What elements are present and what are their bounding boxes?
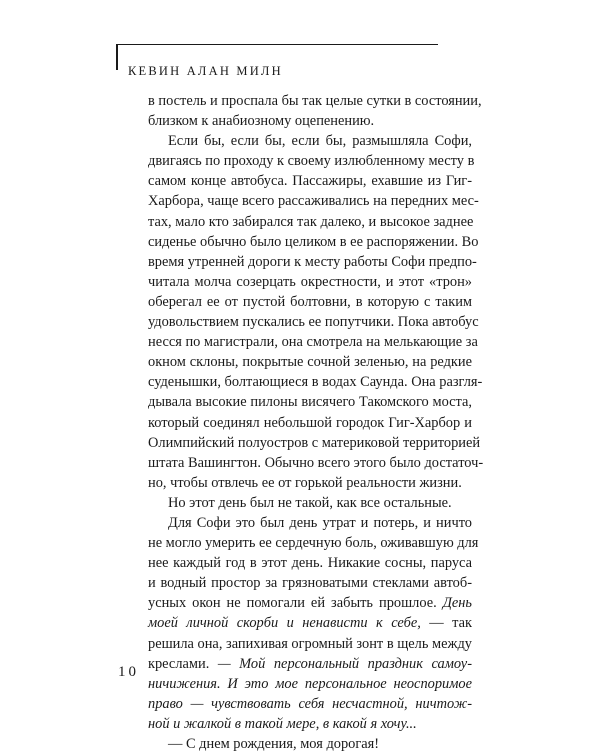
italic-run: моей личной скорби и ненависти к себе, (148, 615, 421, 632)
text-line: самом конце автобуса. Пассажиры, ехавшие из Гиг- (148, 173, 472, 190)
text-line: Но этот день был не такой, как все остальные. (168, 494, 452, 511)
text-line: нее каждый год в этот день. Никакие сосны, паруса (148, 555, 472, 572)
italic-run: День (442, 595, 472, 612)
text-run: усных окон не помогали ей забыть прошлое. (148, 595, 437, 612)
text-line: решила она, запихивая огромный зонт в щель между (148, 635, 472, 652)
text-line: время утренней дороги к месту работы Софи предпо- (148, 253, 477, 270)
text-line: право — чувствовать себя несчастной, ничтож- (148, 695, 472, 712)
running-head: КЕВИН АЛАН МИЛН (128, 64, 283, 78)
text-line: удовольствием пускались ее попутчики. Пока автобус (148, 314, 479, 331)
text-line: который соединял небольшой городок Гиг-Харбор и (148, 414, 472, 431)
text-line (148, 654, 472, 674)
text-line: и водный простор за грязноватыми стеклами автоб- (148, 575, 472, 592)
text-line: суденышки, болтающиеся в водах Саунда. Она разгля- (148, 374, 483, 391)
text-line: двигаясь по проходу к своему излюбленному месту в (148, 153, 475, 170)
body-text (148, 91, 484, 754)
text-line: ной и жалкой в такой мере, в какой я хочу... (148, 715, 417, 732)
text-line: дывала высокие пилоны висячего Такомского моста, (148, 394, 472, 411)
text-line: штата Вашингтон. Обычно всего этого было достаточ- (148, 454, 484, 471)
text-line: окном склоны, покрытые сочной зеленью, на редкие (148, 354, 472, 371)
text-line: Если бы, если бы, если бы, размышляла Софи, (168, 133, 472, 150)
text-line (148, 593, 472, 613)
text-line: но, чтобы отвлечь ее от горькой реальности жизни. (148, 474, 462, 491)
text-line: не могло умерить ее сердечную боль, оживавшую для (148, 535, 479, 552)
text-line: Олимпийский полуостров с материковой территорией (148, 434, 481, 451)
header-rule (116, 44, 438, 45)
text-line: несся по магистрали, она смотрела на мелькающие за (148, 334, 478, 351)
header-corner-rule (116, 44, 118, 70)
text-run: креслами. (148, 655, 210, 672)
text-line: — С днем рождения, моя дорогая! (168, 736, 380, 752)
text-line (148, 613, 472, 633)
page-number: 10 (118, 664, 139, 680)
text-line: тах, мало кто забирался так далеко, и высокое заднее (148, 213, 474, 230)
text-line: сиденье обычно было целиком в ее распоряжении. Во (148, 233, 479, 250)
text-line: Для Софи это был день утрат и потерь, и ничто (168, 514, 472, 531)
text-line: Харбора, чаще всего рассаживались на передних мес- (148, 193, 479, 210)
text-line: ничижения. И это мое персональное неоспоримое (148, 675, 472, 692)
text-line: близком к анабиозному оцепенению. (148, 113, 375, 130)
text-line: в постель и проспала бы так целые сутки в состоянии, (148, 93, 482, 109)
italic-run: — Мой персональный праздник самоу- (217, 655, 472, 672)
text-run: — так (429, 615, 472, 632)
text-line: читала молча созерцать окрестности, и этот «трон» (148, 273, 472, 290)
text-line: оберегал ее от пустой болтовни, в которую с таким (148, 293, 472, 310)
